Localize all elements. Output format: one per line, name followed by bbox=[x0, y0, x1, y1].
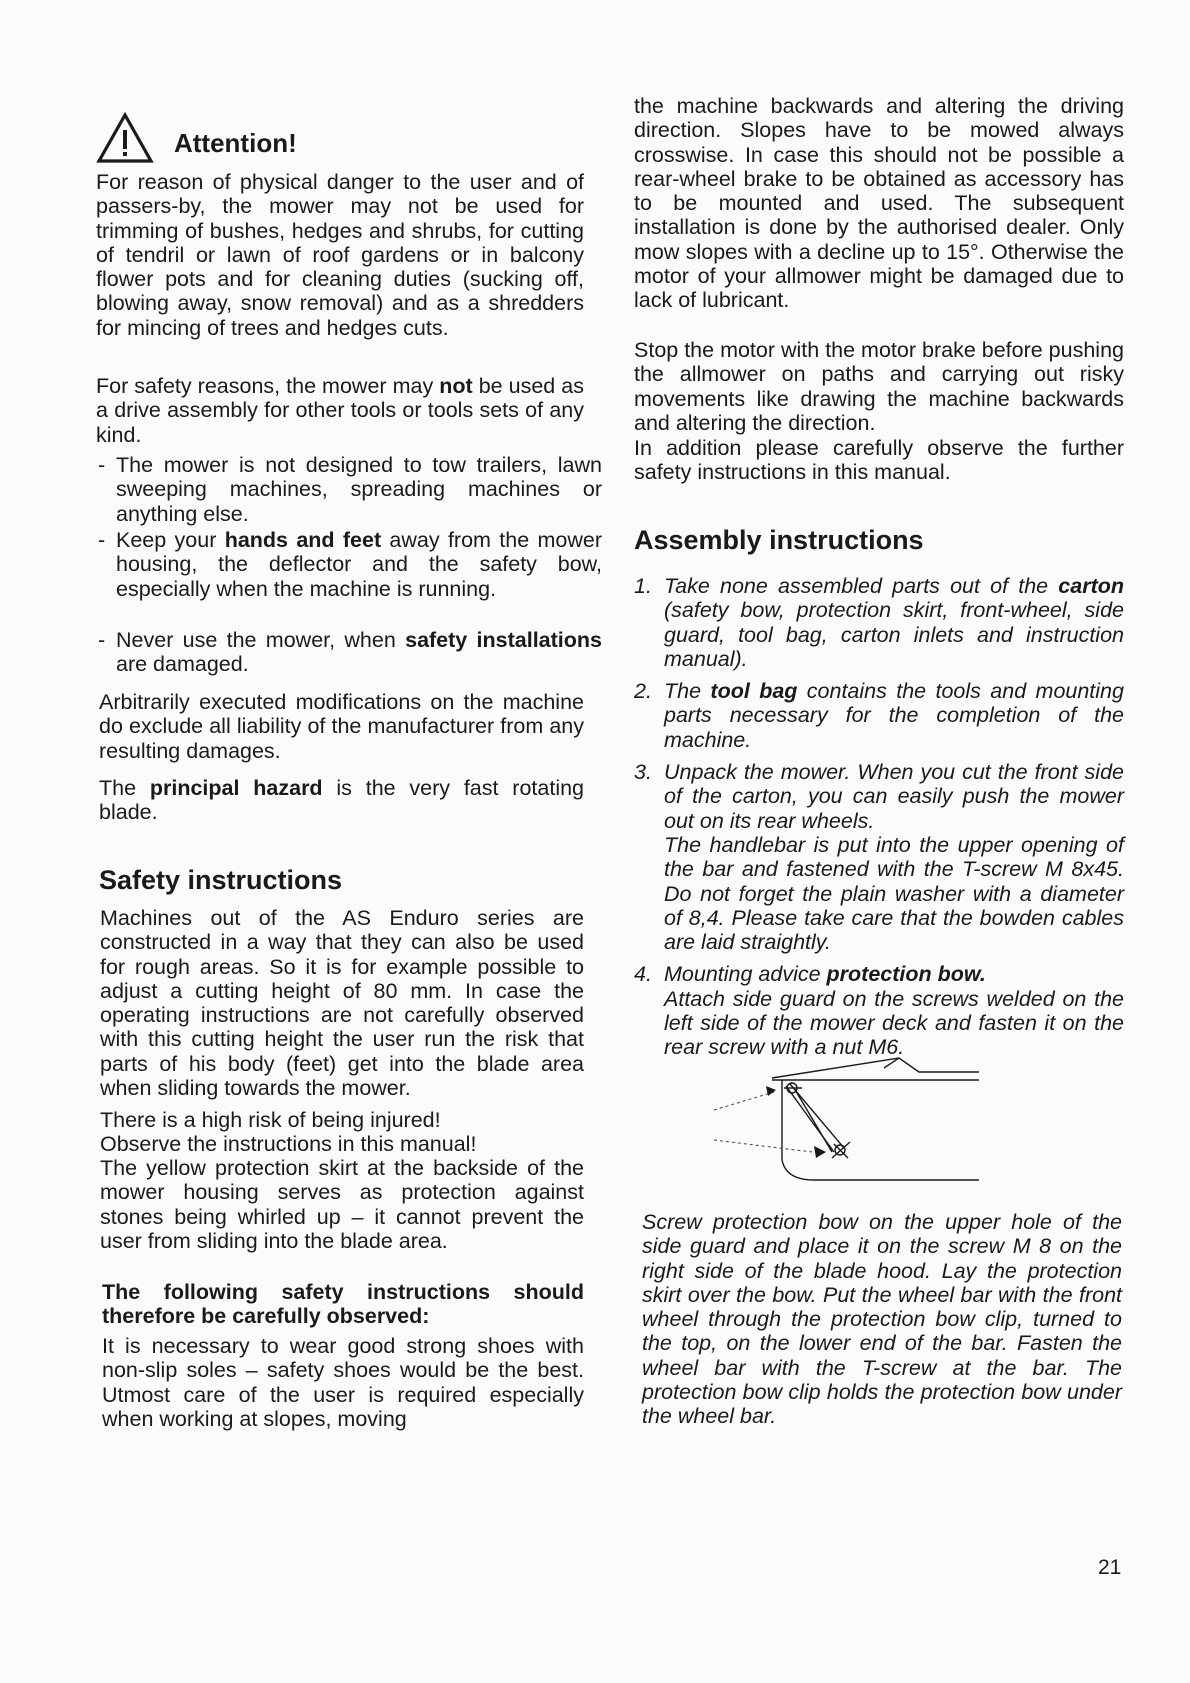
paragraph-safety-reasons: For safety reasons, the mower may not be used as a drive assembly for other tools or tools sets of any kind. bbox=[96, 374, 584, 447]
assembly-step-3-detail: The handlebar is put into the upper opening of the bar and fastened with the T-screw M 8x45. Do not forget the plain washer with a diameter of 8,4. Please take care that the bowden cables are laid straightly. bbox=[664, 832, 1124, 955]
bold-note: The following safety instructions should therefore be carefully observed: bbox=[102, 1280, 584, 1329]
assembly-step-4: 4. Mounting advice protection bow. Attach side guard on the screws welded on the left side of the mower deck and fasten it on the rear screw with a nut M6. bbox=[634, 962, 1124, 1060]
assembly-step-4-detail: Attach side guard on the screws welded on the left side of the mower deck and fasten it on the rear screw with a nut M6. bbox=[664, 986, 1124, 1060]
safety-instructions-heading: Safety instructions bbox=[99, 865, 343, 895]
paragraph-observe: Observe the instructions in this manual! bbox=[100, 1132, 477, 1156]
assembly-step-2: 2. The tool bag contains the tools and mounting parts necessary for the completion of the machine. bbox=[634, 679, 1124, 752]
assembly-instructions-heading: Assembly instructions bbox=[634, 525, 924, 555]
paragraph-modifications: Arbitrarily executed modifications on the machine do exclude all liability of the manufacturer from any resulting damages. bbox=[99, 690, 584, 763]
assembly-steps bbox=[634, 574, 1124, 1060]
paragraph-further-safety: In addition please carefully observe the further safety instructions in this manual. bbox=[634, 436, 1124, 485]
paragraph-screw-protection-bow: Screw protection bow on the upper hole of the side guard and place it on the screw M 8 on the right side of the blade hood. Lay the protection skirt over the bow. Put the wheel bar with the front wheel through the protection bow clip, turned to the top, on the lower end of the bar. Fasten the wheel bar with the T-screw at the bar. The protection bow clip holds the protection bow under the wheel bar. bbox=[642, 1210, 1122, 1429]
warning-triangle-icon bbox=[96, 112, 154, 164]
bullet-hands-feet: - Keep your hands and feet away from the mower housing, the deflector and the safety bow, especially when the machine is running. bbox=[98, 528, 602, 601]
paragraph-yellow-skirt: The yellow protection skirt at the backside of the mower housing serves as protection against stones being whirled up – it cannot prevent the user from sliding into the blade area. bbox=[100, 1156, 584, 1253]
attention-title: Attention! bbox=[174, 128, 297, 158]
bullet-no-tow: - The mower is not designed to tow trailers, lawn sweeping machines, spreading machines or anything else. bbox=[98, 453, 602, 526]
dash-marker: - bbox=[98, 528, 106, 552]
protection-bow-diagram bbox=[694, 1040, 1014, 1190]
paragraph-stop-motor: Stop the motor with the motor brake before pushing the allmower on paths and carrying out risky movements like drawing the machine backwards and altering the direction. bbox=[634, 338, 1124, 435]
assembly-step-1: 1. Take none assembled parts out of the carton (safety bow, protection skirt, front-wheel, side guard, tool bag, carton inlets and instruction manual). bbox=[634, 574, 1124, 671]
attention-header bbox=[96, 112, 584, 168]
paragraph-shoes: It is necessary to wear good strong shoes with non-slip soles – safety shoes would be the best. Utmost care of the user is required especially when working at slopes, moving bbox=[102, 1334, 584, 1431]
assembly-step-3: 3. Unpack the mower. When you cut the front side of the carton, you can easily push the mower out on its rear wheels. The handlebar is put into the upper opening of the bar and fastened with the T-screw M 8x45. Do not forget the plain washer with a diameter of 8,4. Please take care that the bowden cables are laid straightly. bbox=[634, 760, 1124, 955]
page-number: 21 bbox=[1098, 1556, 1122, 1579]
paragraph-principal-hazard: The principal hazard is the very fast rotating blade. bbox=[99, 776, 585, 825]
dash-marker: - bbox=[98, 628, 106, 652]
paragraph-as-enduro: Machines out of the AS Enduro series are constructed in a way that they can also be used for rough areas. So it is for example possible to adjust a cutting height of 80 mm. In case the operating instructions are not carefully observed with this cutting height the user run the risk that parts of his body (feet) get into the blade area when sliding towards the mower. bbox=[100, 906, 584, 1101]
bullet-safety-installations: - Never use the mower, when safety installations are damaged. bbox=[98, 628, 602, 677]
paragraph-high-risk: There is a high risk of being injured! bbox=[100, 1108, 441, 1132]
paragraph-slopes: the machine backwards and altering the driving direction. Slopes have to be mowed always crosswise. In case this should not be possible a rear-wheel brake to be obtained as accessory has to be mounted and used. The subsequent installation is done by the authorised dealer. Only mow slopes with a decline up to 15°. Otherwise the motor of your allmower might be damaged due to lack of lubricant. bbox=[634, 94, 1124, 313]
dash-marker: - bbox=[98, 453, 106, 477]
paragraph-physical-danger: For reason of physical danger to the user and of passers-by, the mower may not be used for trimming of bushes, hedges and shrubs, for cutting of tendril or lawn of roof gardens or in balcony flower pots and for cleaning duties (sucking off, blowing away, snow removal) and as a shredders for mincing of trees and hedges cuts. bbox=[96, 170, 584, 340]
